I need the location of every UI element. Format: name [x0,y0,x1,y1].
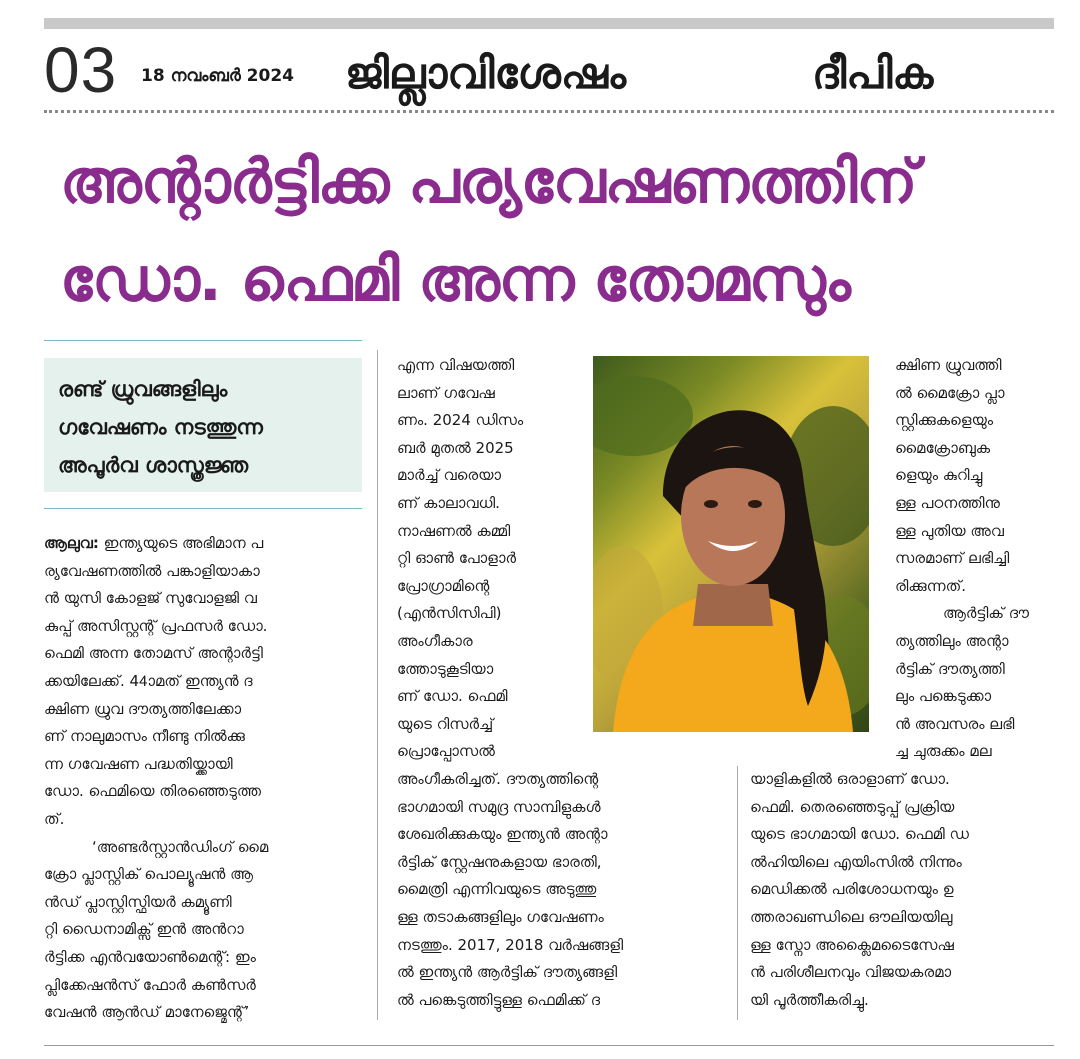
text-line: ക്രോ പ്ലാസ്റ്റിക് പൊല്യൂഷൻ ആ [44,865,253,884]
text-line: റ്റി ഡൈനാമിക്സ് ഇൻ അൻറാ [44,920,244,939]
text-line: ആലുവ: ഇന്ത്യയുടെ അഭിമാന പ [44,534,264,552]
text-line: ള്ള പുതിയ അവ [895,521,1004,540]
text-line: വേഷൻ ആൻഡ് മാനേജ്മെന്റ്’ [44,1003,250,1022]
text-line: പ്രൊപ്പോസൽ [397,742,495,761]
text-line: ഡോ. ഫെമിയെ തിരഞ്ഞെടുത്ത [44,782,261,801]
text-line: ള്ള പഠനത്തിനു [895,493,1000,512]
text-line: യുടെ റിസർച്ച് [397,714,494,733]
text-line: ത്യത്തിലും അന്റാ [895,631,1009,650]
kicker-line: രണ്ട് ധ്രുവങ്ങളിലും [58,377,228,401]
text-line: ഫെമി അന്ന തോമസ് അന്റാർട്ടി [44,644,263,663]
headline-line-1: അന്റാർട്ടിക്ക പര്യവേഷണത്തിന് [60,147,917,217]
text-line: ത്തരാഖണ്ഡിലെ ഔലിയയിലു [750,907,953,926]
header-divider [44,110,1054,113]
text-line: എന്ന വിഷയത്തി [397,356,515,374]
text-line: ർട്ടിക് ദൗത്യത്തി [895,659,1005,678]
article-column-1 [44,530,364,1027]
text-line: ള്ള സ്നോ അക്ലൈമടൈസേഷ [750,935,954,954]
kicker-box [44,358,362,492]
text-line: ഭാഗമായി സമുദ്ര സാമ്പിളുകൾ [397,797,601,816]
text-line: ൽഹിയിലെ എയിംസിൽ നിന്നും [750,852,962,871]
text-line: ബർ മുതൽ 2025 [397,438,514,457]
text-line: ശേഖരിക്കുകയും ഇന്ത്യൻ അന്റാ [397,825,608,844]
dateline: ആലുവ: [44,534,99,552]
text-line: മാർച്ച് വരെയാ [397,466,501,485]
text-line: മൈത്രി എന്നിവയുടെ അടുത്തു [397,880,597,899]
text-line: ച്ച ചുരുക്കം മല [895,742,992,761]
kicker-line: അപൂർവ ശാസ്ത്രജ്ഞ [58,453,249,477]
text-line: അംഗീകരിച്ചത്. ദൗത്യത്തിന്റെ [397,770,599,788]
article-column-4 [895,352,1060,766]
text-line: ക്ഷിണ ധ്രുവ ദൗത്യത്തിലേക്കാ [44,699,242,718]
text-line: ൽ ഇന്ത്യൻ ആർട്ടിക് ദൗത്യങ്ങളി [397,963,618,982]
page-number: 03 [44,34,118,106]
text-line: ണ് കാലാവധി. [397,493,500,512]
text-line: ‘അണ്ടർസ്റ്റാൻഡിംഗ് മൈ [92,837,269,856]
text-line: ലും പങ്കെടുക്കാ [895,687,992,706]
text-line: കുപ്പ് അസിസ്റ്റന്റ് പ്രഫസർ ഡോ. [44,616,268,635]
text-line: ള്ള തടാകങ്ങളിലും ഗവേഷണം [397,907,604,926]
text-line: യാളികളിൽ ഒരാളാണ് ഡോ. [750,770,950,788]
newspaper-name: ദീപിക [812,49,934,99]
text-line: ന്ന ഗവേഷണ പദ്ധതിയ്ക്കായി [44,754,233,773]
headline-line-2: ഡോ. ഫെമി അന്ന തോമസും [60,245,850,315]
text-line: ആർട്ടിക് ദൗ [943,604,1029,623]
text-line: യി പൂർത്തീകരിച്ചു. [750,990,869,1009]
text-line: പ്ലിക്കേഷൻസ് ഫോർ കൺസർ [44,975,256,994]
text-line: (എൻസിസിപി) [397,604,502,623]
bottom-rule [44,1045,1054,1046]
text-line: ളെയും കുറിച്ചു [895,466,983,485]
text-line: സരമാണ് ലഭിച്ചി [895,549,1010,568]
text-line: ർട്ടിക്ക എൻവയോൺമെന്റ്: ഇം [44,947,256,966]
issue-date: 18 നവംബർ 2024 [141,66,294,86]
text-line: ൻ അവസരം ലഭി [895,714,1015,733]
text-line: സ്റ്റിക്കുകളെയും [895,411,994,430]
column-divider [377,350,378,1020]
text-line: നാഷണൽ കമ്മി [397,521,511,540]
text-line: രിക്കുന്നത്. [895,576,966,595]
text-line: ത്. [44,809,65,828]
text-line: മൈക്രോബുക [895,438,991,457]
column-divider [737,766,738,1020]
article-column-5 [750,766,1060,1014]
top-bar [44,18,1054,29]
kicker-line: ഗവേഷണം നടത്തുന്ന [58,415,263,439]
text-line: ർട്ടിക് സ്റ്റേഷനുകളായ ഭാരതി, [397,852,602,871]
kicker-bottom-rule [44,508,362,509]
text-line: ക്കയിലേക്ക്. 44ാമത് ഇന്ത്യൻ ദ [44,671,253,690]
text-line: ക്ഷിണ ധ്രുവത്തി [895,356,1002,374]
text-line: പ്രോഗ്രാമിന്റെ [397,576,490,595]
text-line: ൻഡ് പ്ലാസ്റ്റിസ്ഫിയർ കമ്യൂണി [44,892,232,911]
portrait-photo [593,356,869,732]
article-column-3 [397,766,727,1014]
text-line: ത്തോടുകൂടിയാ [397,659,494,678]
text-line: ണ് ഡോ. ഫെമി [397,687,508,706]
text-line: ലാണ് ഗവേഷ [397,383,495,402]
text-line: റ്റി ഓൺ പോളാർ [397,549,516,568]
text-line: ഫെമി. തെരഞ്ഞെടുപ്പ് പ്രക്രിയ [750,797,955,816]
text-line: ൽ മൈക്രോ പ്ലാ [895,383,1005,402]
text-line: നടത്തും. 2017, 2018 വർഷങ്ങളി [397,935,624,954]
text-line: ൻ പരിശീലനവും വിജയകരമാ [750,963,952,982]
text-line: ണം. 2024 ഡിസം [397,411,524,430]
text-line: ൻ യുസി കോളജ് സുവോളജി വ [44,589,257,608]
text-line: ൽ പങ്കെടുത്തിട്ടുള്ള ഫെമിക്ക് ദ [397,990,600,1009]
kicker-top-rule [44,340,362,341]
text-line: ര്യവേഷണത്തിൽ പങ്കാളിയാകാ [44,561,260,580]
text-line: മെഡിക്കൽ പരിശോധനയും ഉ [750,880,954,899]
text-line: ണ് നാലുമാസം നീണ്ടു നിൽക്കു [44,727,245,746]
text-line: അംഗീകാര [397,631,473,650]
article-column-2 [397,352,587,766]
text-line: യുടെ ഭാഗമായി ഡോ. ഫെമി ഡ [750,825,969,844]
section-title: ജില്ലാവിശേഷം [345,49,627,99]
